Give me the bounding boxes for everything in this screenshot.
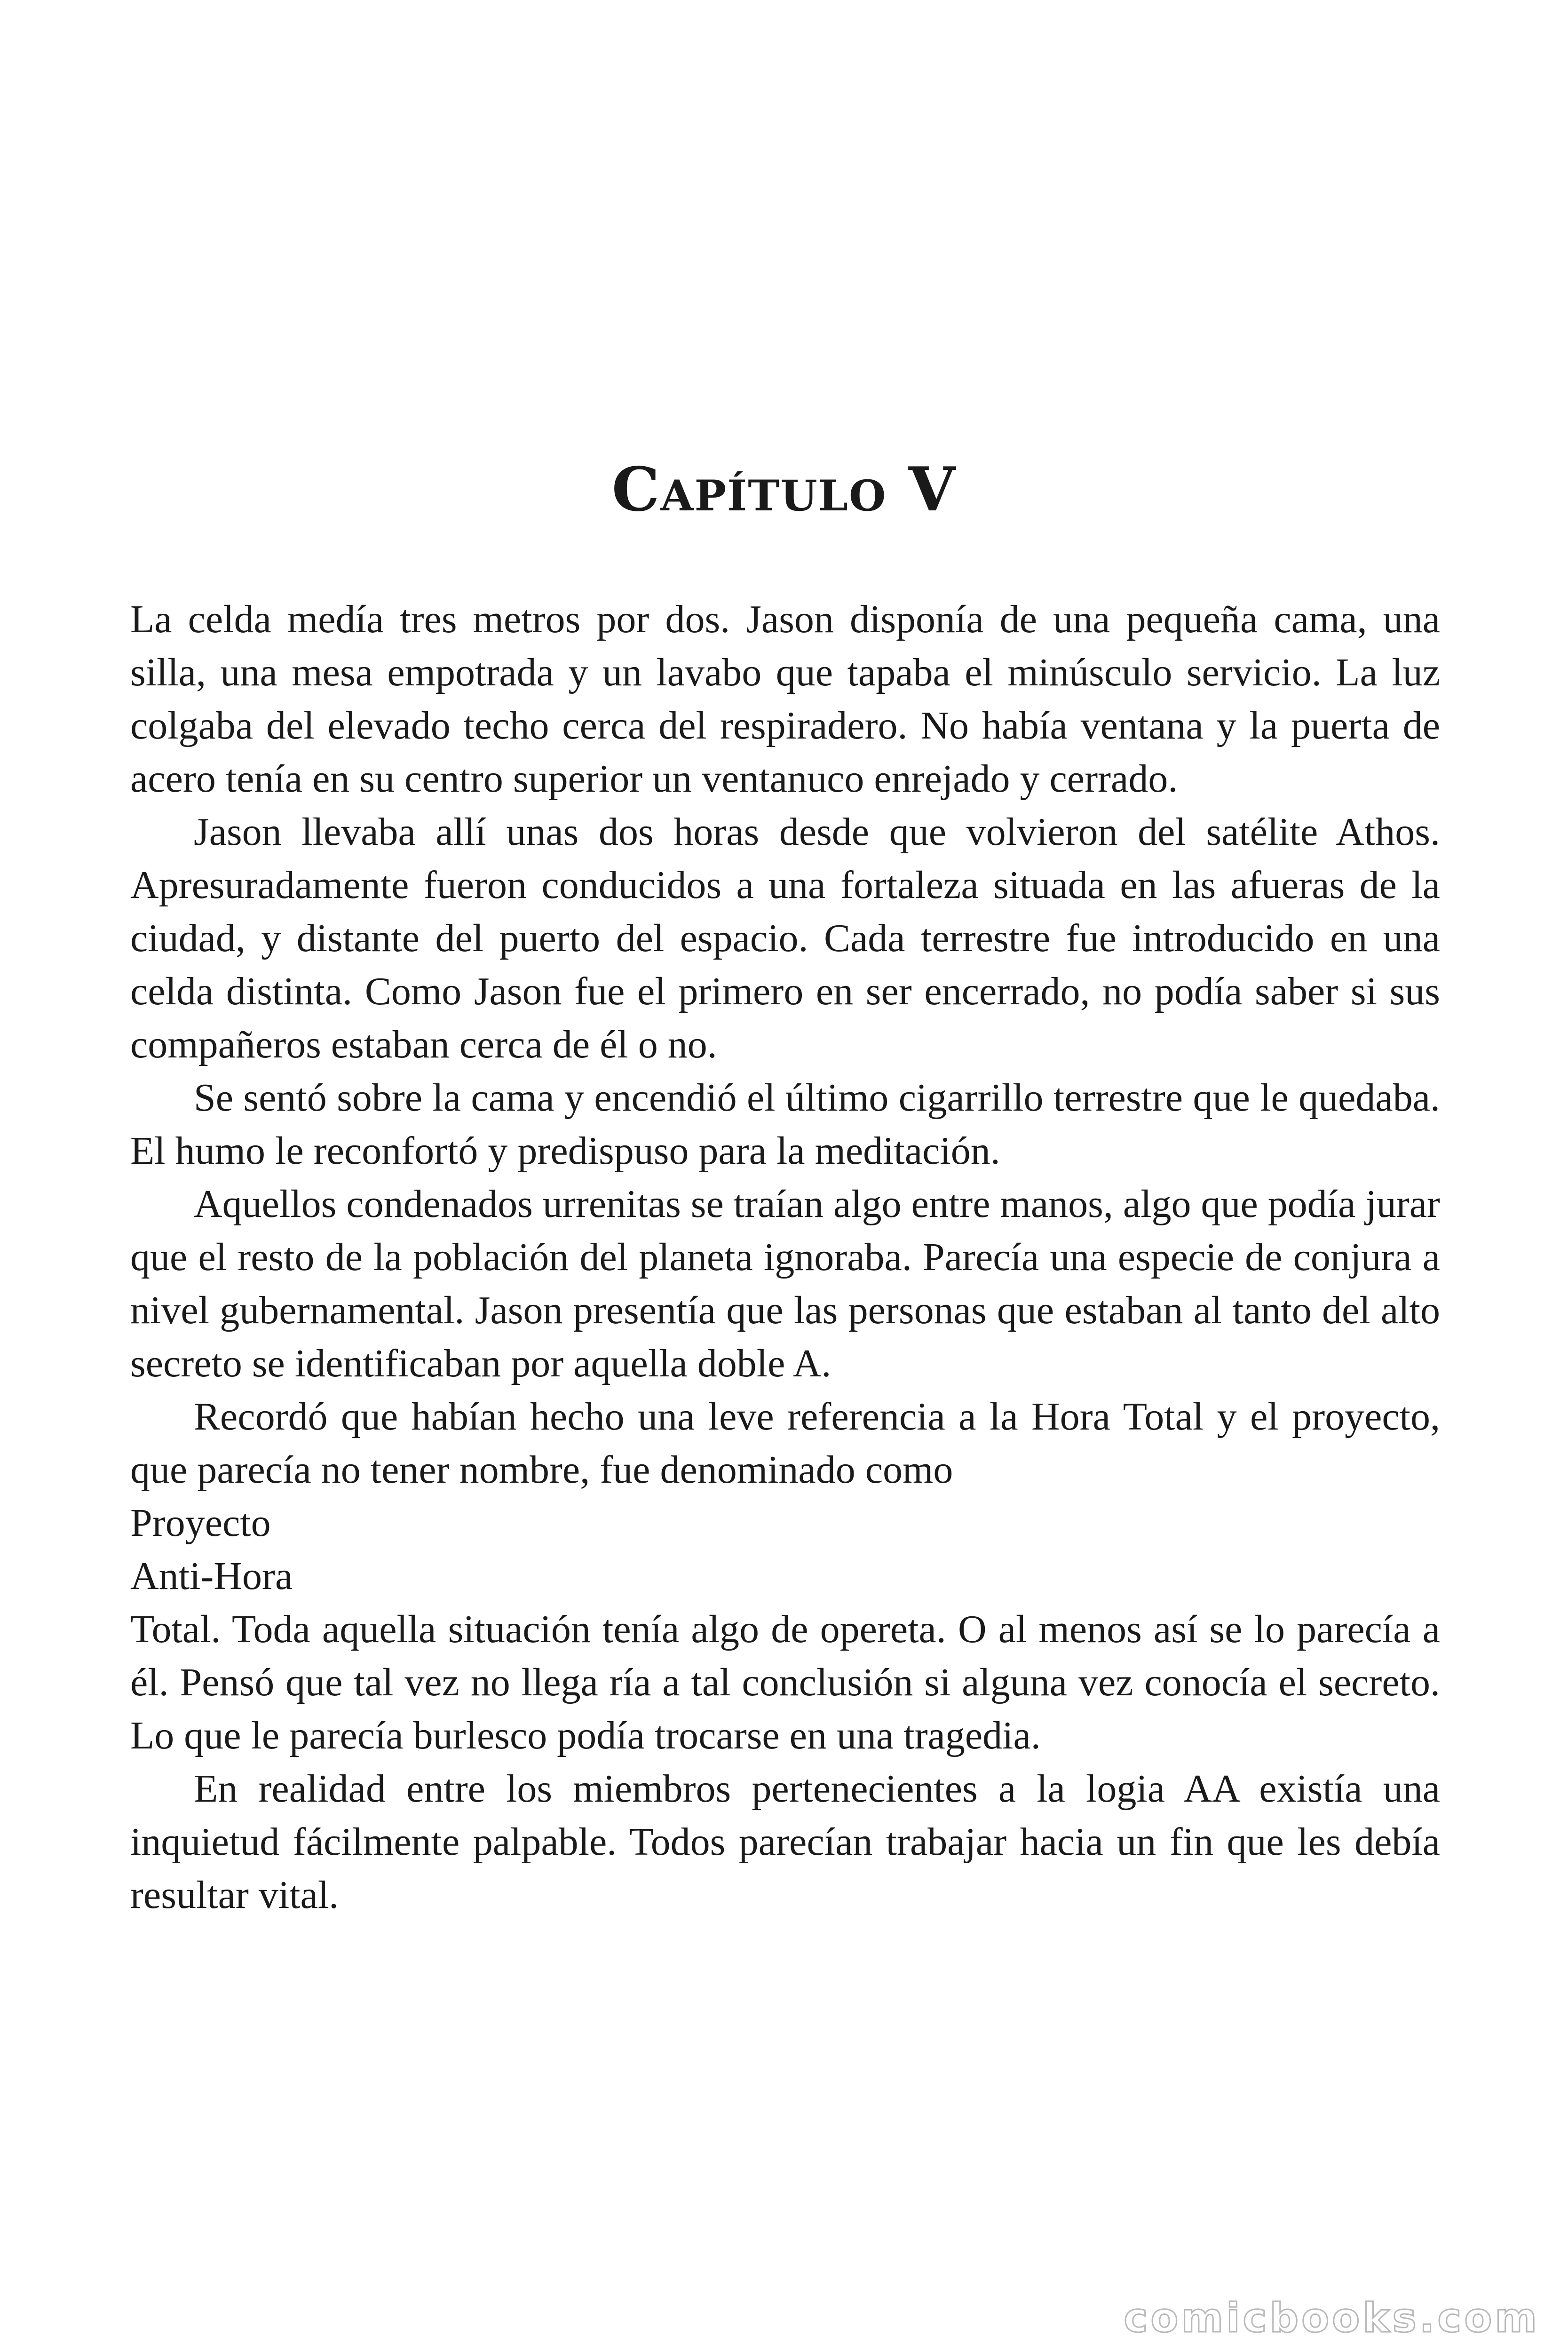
chapter-title: Capítulo V bbox=[611, 454, 957, 525]
paragraph: Jason llevaba allí unas dos horas desde que volvieron del satélite Athos. Apresuradamente fueron conducidos a una fortaleza situada en las afueras de la ciudad, y distante del puerto del espacio. Cada terrestre fue introducido en una celda distinta. Como Jason fue el primero en ser encerrado, no podía saber si sus compañeros estaban cerca de él o no. bbox=[130, 810, 1440, 1066]
paragraph-fragment: Proyecto bbox=[130, 1501, 271, 1545]
paragraph-fragment: Total. Toda aquella situación tenía algo de opereta. O al menos así se lo parecía a él. Pensó que tal vez no llega ría a tal conclusión si alguna vez conocía el secreto. Lo que le parecía burlesco podía trocarse en una tragedia. bbox=[130, 1607, 1440, 1757]
chapter-body bbox=[130, 593, 1440, 1922]
paragraph: Recordó que habían hecho una leve referencia a la Hora Total y el proyecto, que parecía no tener nombre, fue denominado como bbox=[130, 1395, 1440, 1492]
watermark-logo: comicbooks.com bbox=[1124, 2295, 1540, 2342]
paragraph: La celda medía tres metros por dos. Jason disponía de una pequeña cama, una silla, una mesa empotrada y un lavabo que tapaba el minúsculo servicio. La luz colgaba del elevado techo cerca del respiradero. No había ventana y la puerta de acero tenía en su centro superior un ventanuco enrejado y cerrado. bbox=[130, 597, 1440, 801]
paragraph: Se sentó sobre la cama y encendió el último cigarrillo terrestre que le quedaba. El humo le reconfortó y predispuso para la meditación. bbox=[130, 1076, 1440, 1173]
paragraph: En realidad entre los miembros pertenecientes a la logia AA existía una inquietud fácilmente palpable. Todos parecían trabajar hacia un fin que les debía resultar vital. bbox=[130, 1767, 1440, 1917]
paragraph-fragment: Anti-Hora bbox=[130, 1554, 293, 1598]
paragraph: Aquellos condenados urrenitas se traían algo entre manos, algo que podía jurar que el resto de la población del planeta ignoraba. Parecía una especie de conjura a nivel gubernamental. Jason presentía que las personas que estaban al tanto del alto secreto se identificaban por aquella doble A. bbox=[130, 1182, 1440, 1385]
